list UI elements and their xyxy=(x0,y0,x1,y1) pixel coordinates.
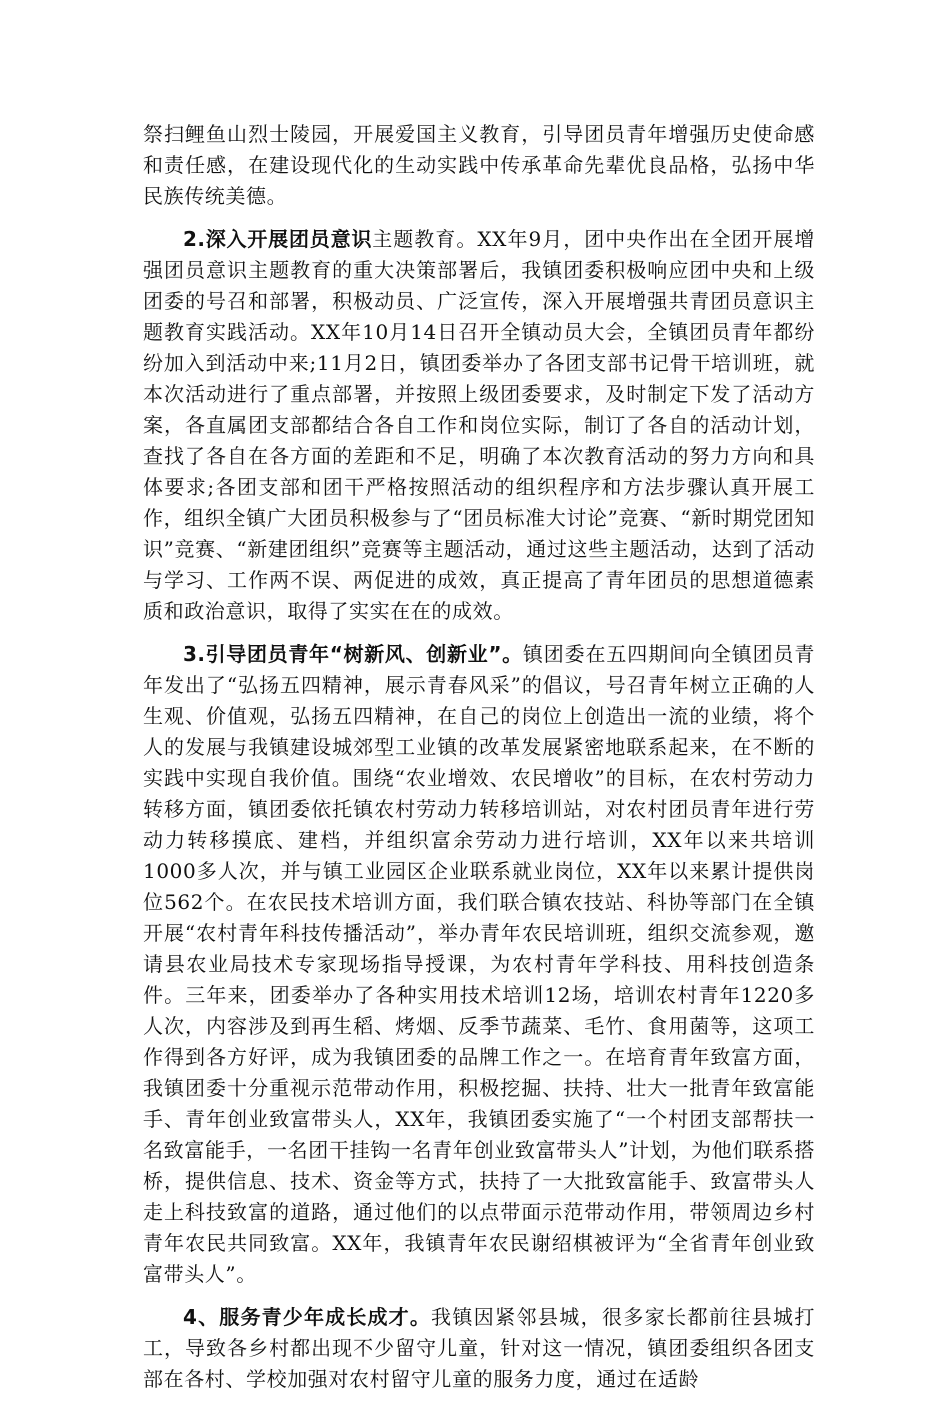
paragraph-2-text: 主题教育。XX年9月，团中央作出在全团开展增强团员意识主题教育的重大决策部署后，我镇团委积极响应团中央和上级团委的号召和部署，积极动员、广泛宣传，深入开展增强共青团员意识主题教育实践活动。XX年10月14日召开全镇动员大会，全镇团员青年都纷纷加入到活动中来;11月2日，镇团委举办了各团支部书记骨干培训班，就本次活动进行了重点部署，并按照上级团委要求，及时制定下发了活动方案，各直属团支部都结合各自工作和岗位实际，制订了各自的活动计划，查找了各自在各方面的差距和不足，明确了本次教育活动的努力方向和具体要求;各团支部和团干严格按照活动的组织程序和方法步骤认真开展工作，组织全镇广大团员积极参与了“团员标准大讨论”竞赛、“新时期党团知识”竞赛、“新建团组织”竞赛等主题活动，通过这些主题活动，达到了活动与学习、工作两不误、两促进的成效，真正提高了青年团员的思想道德素质和政治意识，取得了实实在在的成效。 xyxy=(143,227,815,623)
document-body xyxy=(143,119,815,1407)
paragraph-2 xyxy=(143,224,815,627)
paragraph-2-heading: 2.深入开展团员意识 xyxy=(183,227,373,251)
paragraph-4 xyxy=(143,1302,815,1395)
paragraph-3 xyxy=(143,639,815,1290)
paragraph-1 xyxy=(143,119,815,212)
paragraph-4-heading: 4、服务青少年成长成才。 xyxy=(183,1305,432,1329)
paragraph-1-text: 祭扫鲤鱼山烈士陵园，开展爱国主义教育，引导团员青年增强历史使命感和责任感，在建设现代化的生动实践中传承革命先辈优良品格，弘扬中华民族传统美德。 xyxy=(143,122,815,208)
paragraph-4-text: 我镇因紧邻县城，很多家长都前往县城打工，导致各乡村都出现不少留守儿童，针对这一情况，镇团委组织各团支部在各村、学校加强对农村留守儿童的服务力度，通过在适龄 xyxy=(143,1305,815,1391)
paragraph-3-heading: 3.引导团员青年“树新风、创新业”。 xyxy=(183,642,523,666)
paragraph-3-text: 镇团委在五四期间向全镇团员青年发出了“弘扬五四精神，展示青春风采”的倡议，号召青年树立正确的人生观、价值观，弘扬五四精神，在自己的岗位上创造出一流的业绩，将个人的发展与我镇建设城郊型工业镇的改革发展紧密地联系起来，在不断的实践中实现自我价值。围绕“农业增效、农民增收”的目标，在农村劳动力转移方面，镇团委依托镇农村劳动力转移培训站，对农村团员青年进行劳动力转移摸底、建档，并组织富余劳动力进行培训，XX年以来共培训1000多人次，并与镇工业园区企业联系就业岗位，XX年以来累计提供岗位562个。在农民技术培训方面，我们联合镇农技站、科协等部门在全镇开展“农村青年科技传播活动”，举办青年农民培训班，组织交流参观，邀请县农业局技术专家现场指导授课，为农村青年学科技、用科技创造条件。三年来，团委举办了各种实用技术培训12场，培训农村青年1220多人次，内容涉及到再生稻、烤烟、反季节蔬菜、毛竹、食用菌等，这项工作得到各方好评，成为我镇团委的品牌工作之一。在培育青年致富方面，我镇团委十分重视示范带动作用，积极挖掘、扶持、壮大一批青年致富能手、青年创业致富带头人，XX年，我镇团委实施了“一个村团支部帮扶一名致富能手，一名团干挂钩一名青年创业致富带头人”计划，为他们联系搭桥，提供信息、技术、资金等方式，扶持了一大批致富能手、致富带头人走上科技致富的道路，通过他们的以点带面示范带动作用，带领周边乡村青年农民共同致富。XX年，我镇青年农民谢绍棋被评为“全省青年创业致富带头人”。 xyxy=(143,642,815,1286)
